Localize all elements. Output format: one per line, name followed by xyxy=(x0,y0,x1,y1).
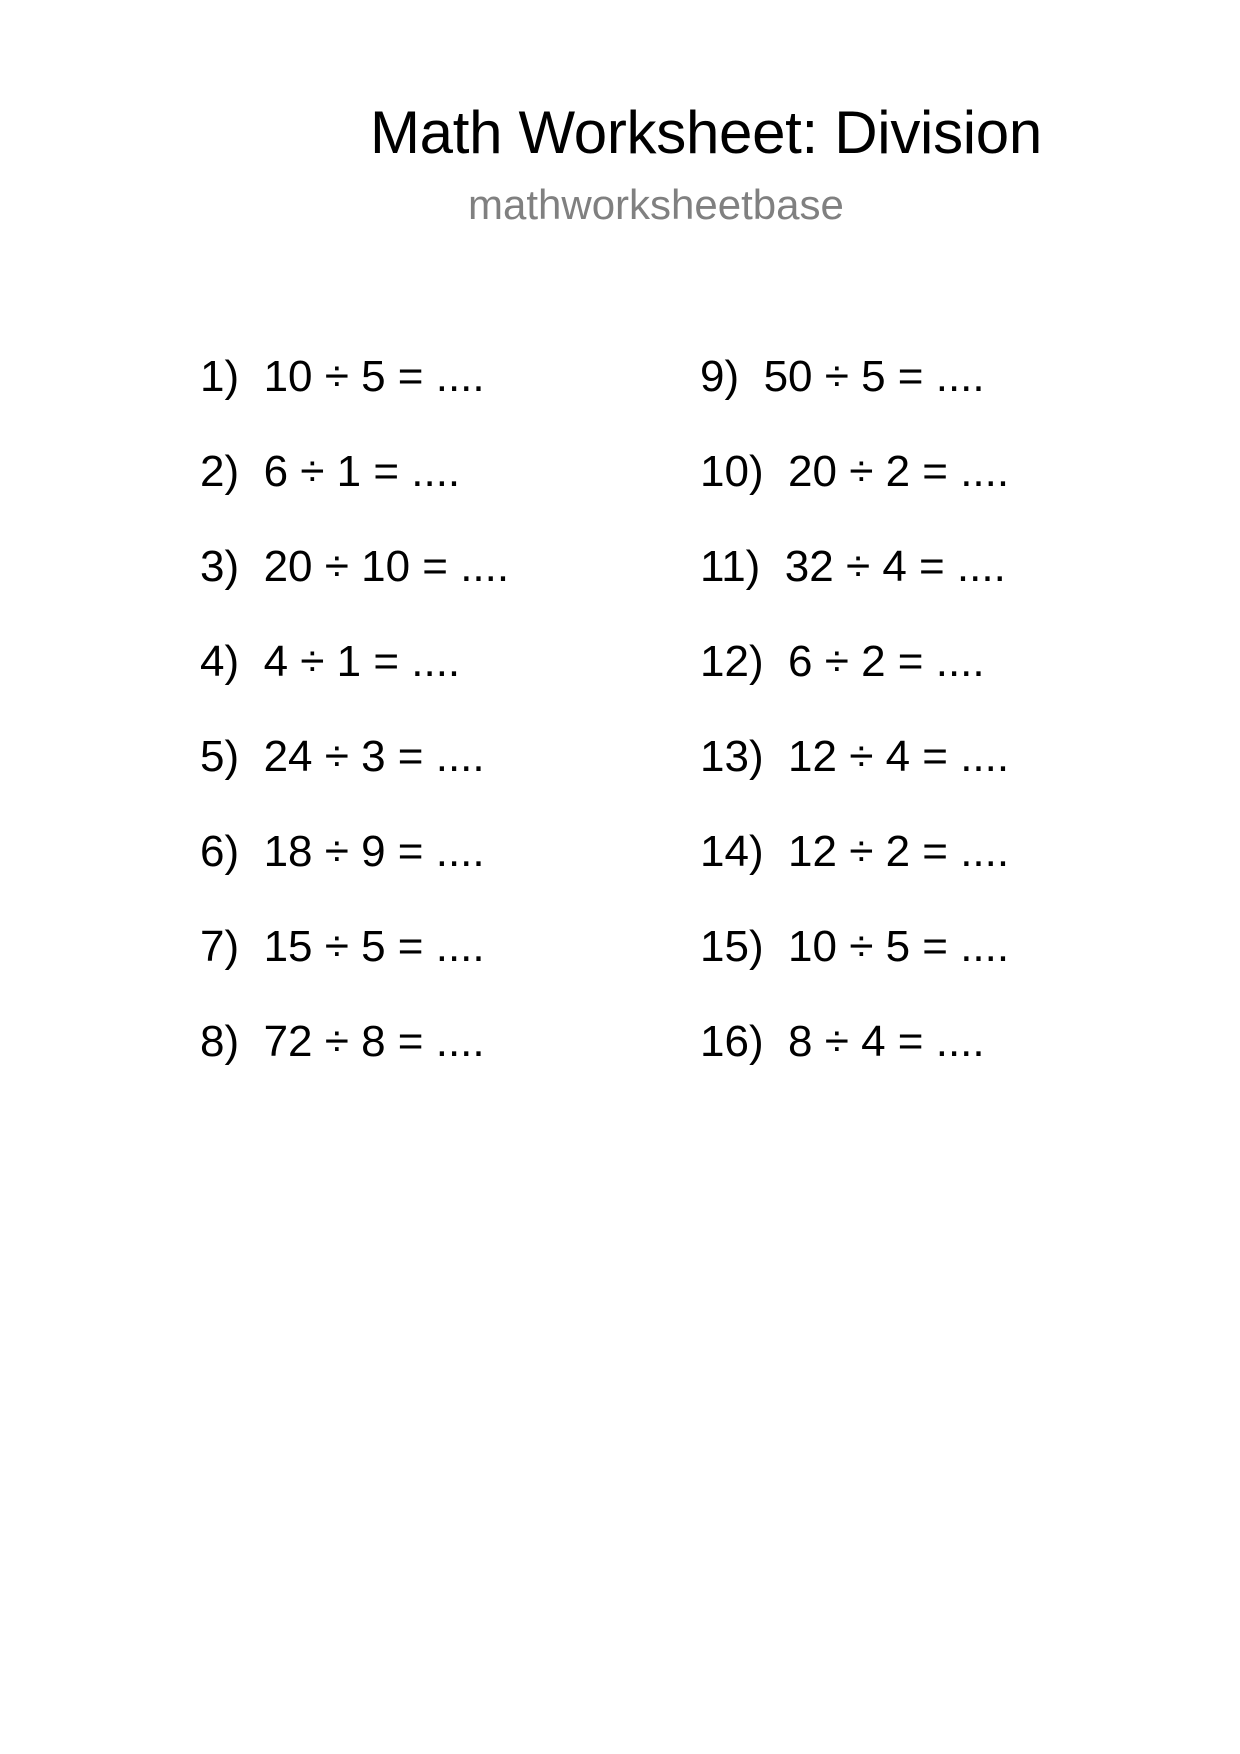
problems-left-column xyxy=(200,352,509,1112)
problem-5: 5) 24 ÷ 3 = .... xyxy=(200,732,485,781)
problem-14: 14) 12 ÷ 2 = .... xyxy=(700,827,1010,876)
problem-6: 6) 18 ÷ 9 = .... xyxy=(200,827,485,876)
problem-2: 2) 6 ÷ 1 = .... xyxy=(200,447,461,496)
problem-8: 8) 72 ÷ 8 = .... xyxy=(200,1017,485,1066)
problem-1: 1) 10 ÷ 5 = .... xyxy=(200,352,485,401)
problem-11: 11) 32 ÷ 4 = .... xyxy=(700,542,1006,591)
problem-10: 10) 20 ÷ 2 = .... xyxy=(700,447,1010,496)
problem-13: 13) 12 ÷ 4 = .... xyxy=(700,732,1010,781)
problem-16: 16) 8 ÷ 4 = .... xyxy=(700,1017,985,1066)
problem-4: 4) 4 ÷ 1 = .... xyxy=(200,637,461,686)
problem-7: 7) 15 ÷ 5 = .... xyxy=(200,922,485,971)
problem-3: 3) 20 ÷ 10 = .... xyxy=(200,542,510,591)
problem-12: 12) 6 ÷ 2 = .... xyxy=(700,637,985,686)
problem-9: 9) 50 ÷ 5 = .... xyxy=(700,352,985,401)
problems-right-column xyxy=(700,352,1009,1112)
problem-15: 15) 10 ÷ 5 = .... xyxy=(700,922,1010,971)
source-subtitle: mathworksheetbase xyxy=(468,181,844,228)
page-title: Math Worksheet: Division xyxy=(370,99,1042,166)
